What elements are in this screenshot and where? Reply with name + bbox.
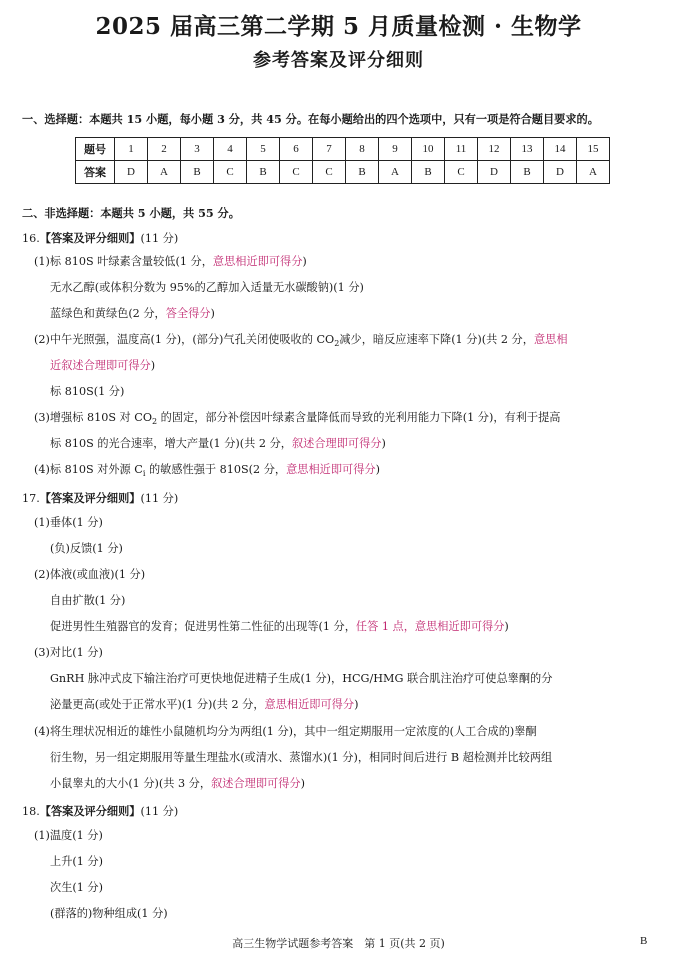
question-number-cell: 13 [511, 138, 544, 161]
q17-score: (11 分) [140, 492, 179, 505]
q16-p2a-text: (2)中午光照强，温度高(1 分)，(部分)气孔关闭使吸收的 CO [34, 333, 335, 346]
q18-part1a: (1)温度(1 分) [34, 829, 103, 842]
q17-part2c [50, 620, 509, 634]
q16-p1c-end: ) [210, 307, 215, 320]
answer-cell: C [214, 161, 247, 184]
answer-table-answer-row [76, 161, 610, 184]
q16-part1a [34, 255, 307, 269]
q18-part1c: 次生(1 分) [50, 881, 103, 894]
q17-p3c-text: 泌量更高(或处于正常水平)(1 分)(共 2 分， [50, 698, 265, 711]
q17-number: 17. [22, 492, 40, 505]
q17-part3a: (3)对比(1 分) [34, 646, 103, 659]
question-number-cell: 8 [346, 138, 379, 161]
q16-p3a-text: (3)增强标 810S 对 CO [34, 411, 153, 424]
q17-part4b: 衍生物，另一组定期服用等量生理盐水(或清水、蒸馏水)(1 分)，相同时间后进行 B 超检测并比较两组 [50, 751, 553, 764]
q17-p2c-note: 任答 1 点，意思相近即可得分 [355, 620, 505, 633]
answer-cell: A [379, 161, 412, 184]
q18-number: 18. [22, 805, 40, 818]
answer-cell: B [181, 161, 214, 184]
q16-part3a [34, 411, 560, 429]
q16-p1a-text: (1)标 810S 叶绿素含量较低(1 分， [34, 255, 213, 268]
answer-cell: C [445, 161, 478, 184]
question-number-cell: 14 [544, 138, 577, 161]
q16-p2a-text2: 减少，暗反应速率下降(1 分)(共 2 分， [339, 333, 534, 346]
q16-p1a-note: 意思相近即可得分 [212, 255, 303, 268]
page-subtitle: 参考答案及评分细则 [253, 50, 424, 71]
q16-part1b: 无水乙醇(或体积分数为 95%的乙醇加入适量无水碳酸钠)(1 分) [50, 281, 364, 294]
answer-cell: C [313, 161, 346, 184]
answer-table-number-row [76, 138, 610, 161]
answer-cell: D [115, 161, 148, 184]
answer-cell: D [544, 161, 577, 184]
q16-p2a-note: 意思相 [533, 333, 568, 346]
q16-number: 16. [22, 232, 40, 245]
q17-part2a: (2)体液(或血液)(1 分) [34, 568, 146, 581]
q16-p2a-sub: 2 [334, 339, 340, 349]
q18-score: (11 分) [140, 805, 179, 818]
q17-p2c-end: ) [504, 620, 509, 633]
question-number-cell: 3 [181, 138, 214, 161]
q17-part4a: (4)将生理状况相近的雄性小鼠随机均分为两组(1 分)，其中一组定期服用一定浓度的(人工合成的)睾酮 [34, 725, 537, 738]
q17-p3c-end: ) [354, 698, 359, 711]
q17-p4c-end: ) [300, 777, 305, 790]
q16-p3b-note: 叙述合理即可得分 [291, 437, 382, 450]
q16-part2c: 标 810S(1 分) [50, 385, 125, 398]
q17-p4c-text: 小鼠睾丸的大小(1 分)(共 3 分， [50, 777, 212, 790]
answer-cell: A [148, 161, 181, 184]
q16-p4-note: 意思相近即可得分 [286, 463, 376, 476]
answer-cell: D [478, 161, 511, 184]
question-number-cell: 4 [214, 138, 247, 161]
q16-p1c-text: 蓝绿色和黄绿色(2 分， [50, 307, 166, 320]
question-number-cell: 2 [148, 138, 181, 161]
q18-part1b: 上升(1 分) [50, 855, 103, 868]
q18-header [22, 803, 178, 819]
q16-p3a-text2: 的固定，部分补偿因叶绿素含量降低而导致的光利用能力下降(1 分)，有利于提高 [157, 411, 561, 424]
q16-p2b-end: ) [150, 359, 156, 372]
answer-cell: C [280, 161, 313, 184]
q16-p3a-sub: 2 [152, 417, 158, 427]
q17-part3b: GnRH 脉冲式皮下输注治疗可更快地促进精子生成(1 分)，HCG/HMG 联合肌注治疗可使总睾酮的分 [50, 672, 553, 685]
q17-header [22, 490, 178, 506]
answer-table [75, 137, 610, 184]
q16-part4 [34, 463, 380, 481]
q17-part3c [50, 698, 358, 712]
q17-part2b: 自由扩散(1 分) [50, 594, 126, 607]
q17-part4c [50, 777, 305, 791]
row-label-number: 题号 [76, 138, 115, 161]
q16-p4-text2: 的敏感性强于 810S(2 分， [145, 463, 287, 476]
q17-bold-label: 【答案及评分细则】 [39, 491, 141, 505]
q17-p4c-note: 叙述合理即可得分 [211, 777, 301, 790]
section2-heading: 二、非选择题：本题共 5 小题，共 55 分。 [22, 206, 240, 220]
q16-p3b-text: 标 810S 的光合速率，增大产量(1 分)(共 2 分， [50, 437, 292, 450]
q16-score: (11 分) [140, 232, 179, 245]
q17-p2c-text: 促进男性生殖器官的发育；促进男性第二性征的出现等(1 分， [50, 620, 356, 633]
q16-bold-label: 【答案及评分细则】 [39, 231, 141, 245]
q16-p4-end: ) [375, 463, 380, 476]
q16-header [22, 230, 178, 246]
question-number-cell: 12 [478, 138, 511, 161]
q16-p1c-note: 答全得分 [165, 307, 211, 320]
answer-cell: B [247, 161, 280, 184]
q16-p1a-end: ) [302, 255, 307, 268]
question-number-cell: 10 [412, 138, 445, 161]
q18-bold-label: 【答案及评分细则】 [39, 804, 141, 818]
question-number-cell: 9 [379, 138, 412, 161]
q16-p4-text: (4)标 810S 对外源 C [34, 463, 143, 476]
question-number-cell: 7 [313, 138, 346, 161]
q18-part1d: (群落的)物种组成(1 分) [50, 907, 168, 920]
section1-heading: 一、选择题：本题共 15 小题，每小题 3 分，共 45 分。在每小题给出的四个选项中，只有一项是符合题目要求的。 [22, 112, 599, 126]
q17-p3c-note: 意思相近即可得分 [264, 698, 355, 711]
question-number-cell: 15 [577, 138, 610, 161]
paper-version: B [640, 935, 648, 947]
q17-part1a: (1)垂体(1 分) [34, 516, 103, 529]
q16-p3b-end: ) [381, 437, 386, 450]
question-number-cell: 6 [280, 138, 313, 161]
q16-part1c [50, 307, 215, 321]
q16-part2b [50, 359, 155, 373]
answer-cell: A [577, 161, 610, 184]
answer-cell: B [511, 161, 544, 184]
page-title: 2025 届高三第二学期 5 月质量检测 · 生物学 [95, 13, 582, 40]
q17-part1b: (负)反馈(1 分) [50, 542, 123, 555]
question-number-cell: 5 [247, 138, 280, 161]
answer-cell: B [346, 161, 379, 184]
answer-cell: B [412, 161, 445, 184]
question-number-cell: 1 [115, 138, 148, 161]
q16-p2b-note: 近叙述合理即可得分 [50, 359, 151, 372]
row-label-answer: 答案 [76, 161, 115, 184]
q16-part3b [50, 437, 386, 451]
q16-part2a [34, 333, 568, 351]
question-number-cell: 11 [445, 138, 478, 161]
q16-p4-sub: i [142, 469, 146, 479]
page-footer: 高三生物学试题参考答案 第 1 页(共 2 页) [232, 937, 445, 950]
